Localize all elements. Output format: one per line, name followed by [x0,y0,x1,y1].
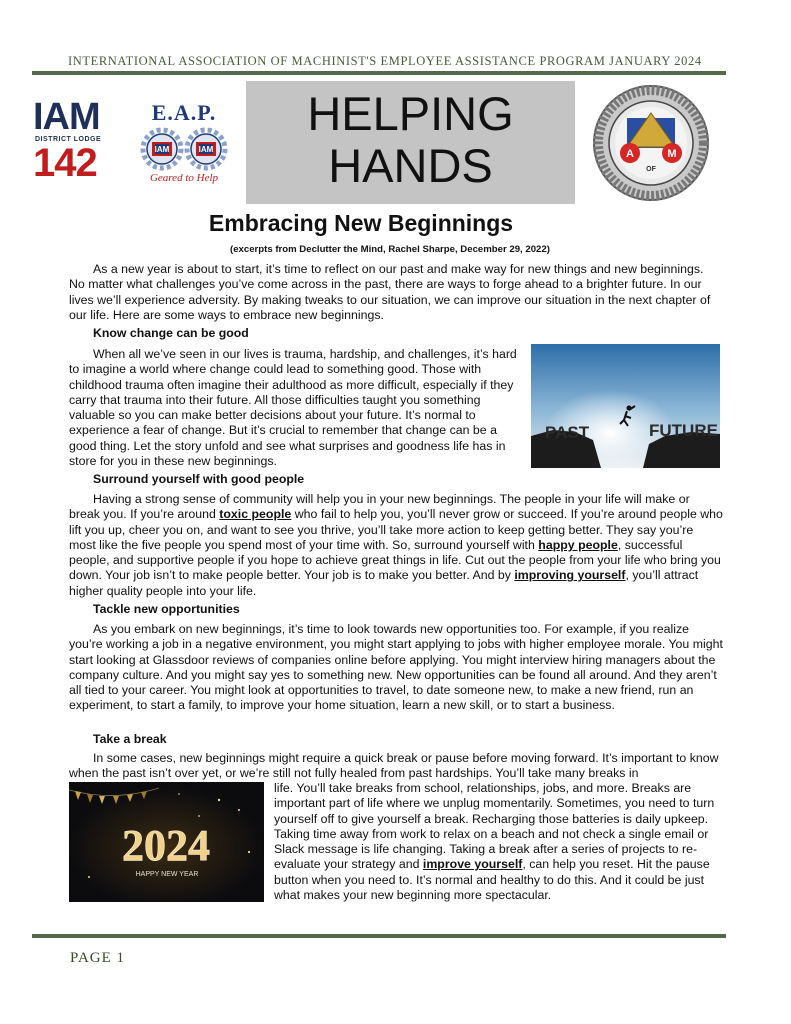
newsletter-title [246,81,575,204]
new-year-image [69,782,264,902]
iam-logo-sub: DISTRICT LODGE [35,136,102,143]
toxic-people-link[interactable]: toxic people [219,507,292,522]
newsletter-header: INTERNATIONAL ASSOCIATION OF MACHINIST'S EMPLOYEE ASSISTANCE PROGRAM JANUARY 2024 [68,54,702,68]
break-paragraph: life. You’ll take breaks from school, relationships, jobs, and more. Breaks are important part of life where we unplug momentarily. Sometimes, you need to turn yourself off to give yourself a break. Recharging those batteries is daily upkeep. Taking time away from work to relax on a beach and not check a single email or Slack message is life changing. Taking a break after a series of projects to re-evaluate your strategy and improve yourself, can help you reset. Hit the pause button when you need to. It’s normal and healthy to do this. And it could be just what makes your new beginning more spectacular. [274,781,715,903]
improving-yourself-link[interactable]: improving yourself [514,568,626,583]
section-heading-break: Take a break [93,732,167,746]
past-future-image [531,344,720,468]
happy-people-link[interactable]: happy people [538,537,618,552]
future-word: FUTURE [649,421,718,440]
iam-logo-number: 142 [33,141,97,185]
seal-letter-m: M [667,148,677,160]
people-paragraph: Having a strong sense of community will help you in your new beginnings. The people in your life will make or break you. If you’re around toxic people who fail to help you, you’ll never grow or succeed. If you’re around people who lift you up, cheer you on, and want to see you thrive, you’ll take more action to keep getting better. They say you’re most like the five people you spend most of your time with. So, surround yourself with happy people, successful people, and supportive people if you hope to achieve great things in life. Cut out the people from your life who bring you down. Your job isn’t to make people better. Your job is to make you better. And by improving yourself, you’ll attract higher quality people into your life. [69,492,723,598]
new-year-number: 2024 [122,821,210,870]
title-line-1: HELPING [307,87,514,140]
seal-letter-a: A [626,148,634,160]
eap-gears-icon [132,126,236,172]
page-number: PAGE 1 [70,950,126,966]
section-heading-change: Know change can be good [93,326,249,340]
improve-yourself-link[interactable]: improve yourself [422,857,523,872]
iam-seal-logo [587,83,715,203]
eap-tagline: Geared to Help [149,172,219,184]
opportunities-paragraph: As you embark on new beginnings, it’s time to look towards new opportunities too. For example, if you realize you’re working a job in a negative environment, you might start applying to jobs with higher employee morale. You might start looking at Glassdoor reviews of companies online before applying. You might interview hiring managers about the company culture. And you might say yes to something new. New opportunities can be found all around. And they aren’t all tied to your career. You might look at opportunities to travel, to date someone new, to make a new friend, run an experiment, to start a family, to improve your home situation, learn a new skill, or to start a business. [69,622,723,713]
intro-paragraph: As a new year is about to start, it’s time to reflect on our past and make way for new things and new beginnings. No matter what challenges you’ve come across in the past, there are ways to forge ahead to a brighter future. In our lives we’ll experience adversity. By making tweaks to our situation, we can improve our situation in the next chapter of our life. Here are some ways to embrace new beginnings. [69,262,711,322]
iam-logo-word: IAM [33,96,100,138]
title-line-2: HANDS [328,139,493,192]
footer-rule [32,934,726,938]
break-paragraph-top: In some cases, new beginnings might require a quick break or pause before moving forward. It’s important to know when the past isn’t over yet, or we’re still not fully healed from past hardships. You’ll take many breaks in [69,751,719,781]
eap-logo [132,100,236,190]
svg-text:IAM: IAM [154,145,170,154]
svg-text:IAM: IAM [198,145,214,154]
section-heading-opportunities: Tackle new opportunities [93,602,240,616]
iam-logo [33,98,111,190]
past-word: PAST [545,423,590,442]
seal-text-of: OF [646,166,656,173]
section-heading-people: Surround yourself with good people [93,472,305,486]
new-year-caption: HAPPY NEW YEAR [135,871,199,878]
article-citation: (excerpts from Declutter the Mind, Rachel Sharpe, December 29, 2022) [230,244,550,255]
eap-logo-word: E.A.P. [151,100,217,125]
header-rule [32,71,726,75]
change-paragraph: When all we’ve seen in our lives is trauma, hardship, and challenges, it’s hard to imagine a world where change could lead to something good. Those with childhood trauma often imagine their adulthood as more difficult, especially if they carry that trauma into their future. All those difficulties taught you something valuable so you can make better decisions about your future. It’s normal to experience a fear of change. But it’s crucial to remember that change can be a good thing. Let the story unfold and see what surprises and goodness life has in store for you in these new beginnings. [69,347,517,469]
article-heading: Embracing New Beginnings [208,210,514,236]
